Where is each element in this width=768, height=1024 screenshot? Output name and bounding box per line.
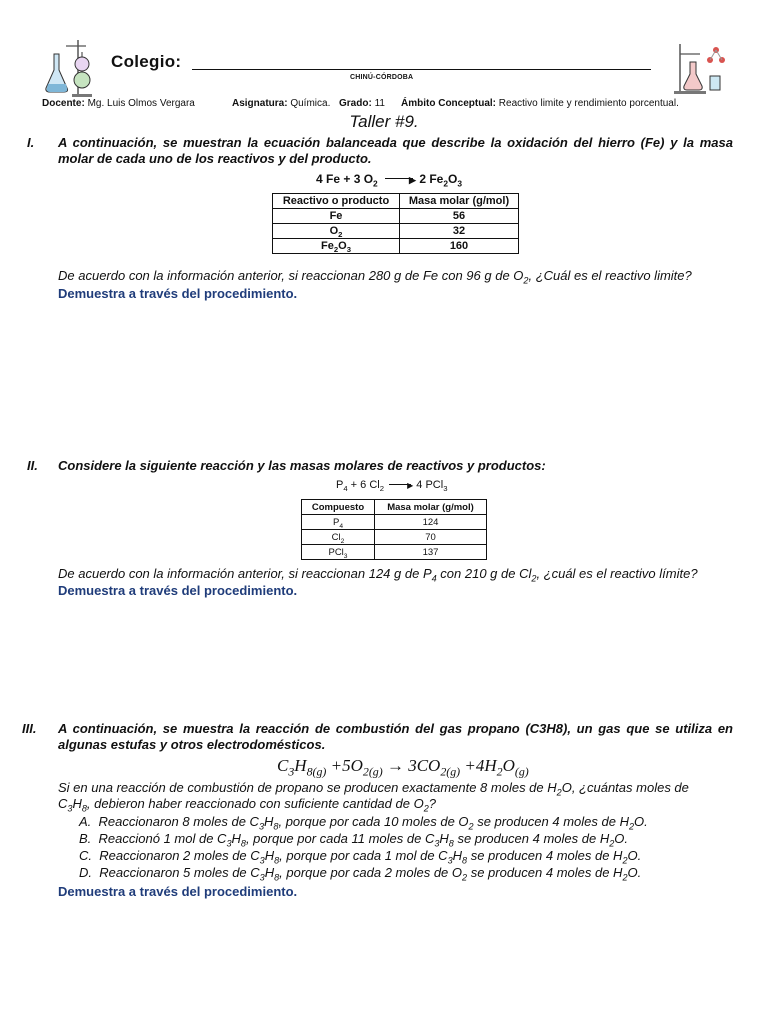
table-row — [273, 224, 519, 239]
mass-cell: 137 — [375, 545, 487, 560]
table-row — [273, 239, 519, 254]
mass-cell: 32 — [400, 224, 519, 239]
asignatura-field: Asignatura: Química. — [232, 98, 331, 109]
question-1-demo-instruction: Demuestra a través del procedimiento. — [58, 286, 298, 301]
ambito-field: Ámbito Conceptual: Reactivo limite y rendimiento porcentual. — [401, 98, 679, 109]
mass-cell: 124 — [375, 515, 487, 530]
colegio-blank-line — [192, 69, 651, 70]
question-1-number: I. — [27, 135, 35, 150]
compound-cell: PCl$_3$ — [302, 545, 375, 560]
lab-glassware-left-icon — [42, 36, 94, 98]
question-1-equation: 4 Fe + 3 $O_2$ ▶ 2 $Fe_2O_3$ — [316, 172, 463, 189]
compound-cell: $Cl_2$ — [302, 530, 375, 545]
mass-cell: 56 — [400, 209, 519, 224]
compound-cell: Fe — [273, 209, 400, 224]
question-2-prompt: De acuerdo con la información anterior, si reaccionan 124 g de $P_4$ con 210 g de $Cl_2$, ¿cuál es el reactivo límite? — [58, 566, 698, 584]
question-1-prompt: De acuerdo con la información anterior, si reaccionan 280 g de Fe con 96 g de $O_2$, ¿Cuál es el reactivo limite? — [58, 268, 692, 286]
table-row — [302, 545, 487, 560]
question-2-number: II. — [27, 458, 38, 473]
question-2-demo-instruction: Demuestra a través del procedimiento. — [58, 583, 298, 598]
option-a[interactable]: A. Reaccionaron 8 moles de $C_3H_8$, porque por cada 10 moles de $O_2$ se producen 4 moles de $H_2O$. — [79, 814, 648, 832]
compound-cell: $O_2$ — [273, 224, 400, 239]
option-d[interactable]: D. Reaccionaron 5 moles de $C_3H_8$, porque por cada 2 moles de $O_2$ se producen 4 moles de $H_2O$. — [79, 865, 642, 883]
table-header: Masa molar (g/mol) — [400, 194, 519, 209]
city-label: CHINÚ-CÓRDOBA — [350, 74, 414, 81]
table-header: Compuesto — [302, 500, 375, 515]
table-header: Reactivo o producto — [273, 194, 400, 209]
question-2-equation: $P_4 + 6$ $Cl_2$ ▶ 4 PCl$_3$ — [336, 479, 448, 494]
question-2-text: Considere la siguiente reacción y las masas molares de reactivos y productos: — [58, 458, 546, 473]
table-row — [302, 515, 487, 530]
mass-cell: 70 — [375, 530, 487, 545]
lab-glassware-right-icon — [672, 40, 728, 96]
question-3-combustion-equation: $C_3H_{8(g)} +5O_{2(g)} \to 3CO_{2(g)} +4H_2O_{(g)}$ — [277, 756, 529, 779]
colegio-label: Colegio: — [111, 52, 182, 71]
docente-field: Docente: Mg. Luis Olmos Vergara — [42, 98, 195, 109]
option-c[interactable]: C. Reaccionaron 2 moles de $C_3H_8$, porque por cada 1 mol de $C_3H_8$ se producen 4 moles de $H_2O$. — [79, 848, 642, 866]
compound-cell: $P_4$ — [302, 515, 375, 530]
question-3-number: III. — [22, 721, 37, 736]
table-row — [273, 209, 519, 224]
option-b[interactable]: B. Reaccionó 1 mol de $C_3H_8$, porque por cada 11 moles de $C_3H_8$ se producen 4 moles de $H_2O$. — [79, 831, 629, 849]
question-3-demo-instruction: Demuestra a través del procedimiento. — [58, 884, 298, 899]
question-1-text: A continuación, se muestran la ecuación balanceada que describe la oxidación del hierro (Fe) y la masa molar de cada uno de los reactivos y del producto. — [58, 135, 733, 166]
question-1-molar-mass-table — [272, 193, 519, 254]
grado-field: Grado: 11 — [339, 98, 385, 109]
question-2-molar-mass-table — [301, 499, 487, 560]
question-3-stem: Si en una reacción de combustión de propano se producen exactamente 8 moles de $H_2O$, ¿cuántas moles de $C_3H_8$, debieron haber reaccionado con suficiente cantidad de $O_2$? — [58, 780, 689, 814]
compound-cell: $Fe_2O_3$ — [273, 239, 400, 254]
table-header: Masa molar (g/mol) — [375, 500, 487, 515]
question-3-text: A continuación, se muestra la reacción de combustión del gas propano (C3H8), un gas que se utiliza en algunas estufas y otros electrodomésticos. — [58, 721, 733, 752]
mass-cell: 160 — [400, 239, 519, 254]
page-title: Taller #9. — [349, 112, 419, 131]
table-row — [302, 530, 487, 545]
